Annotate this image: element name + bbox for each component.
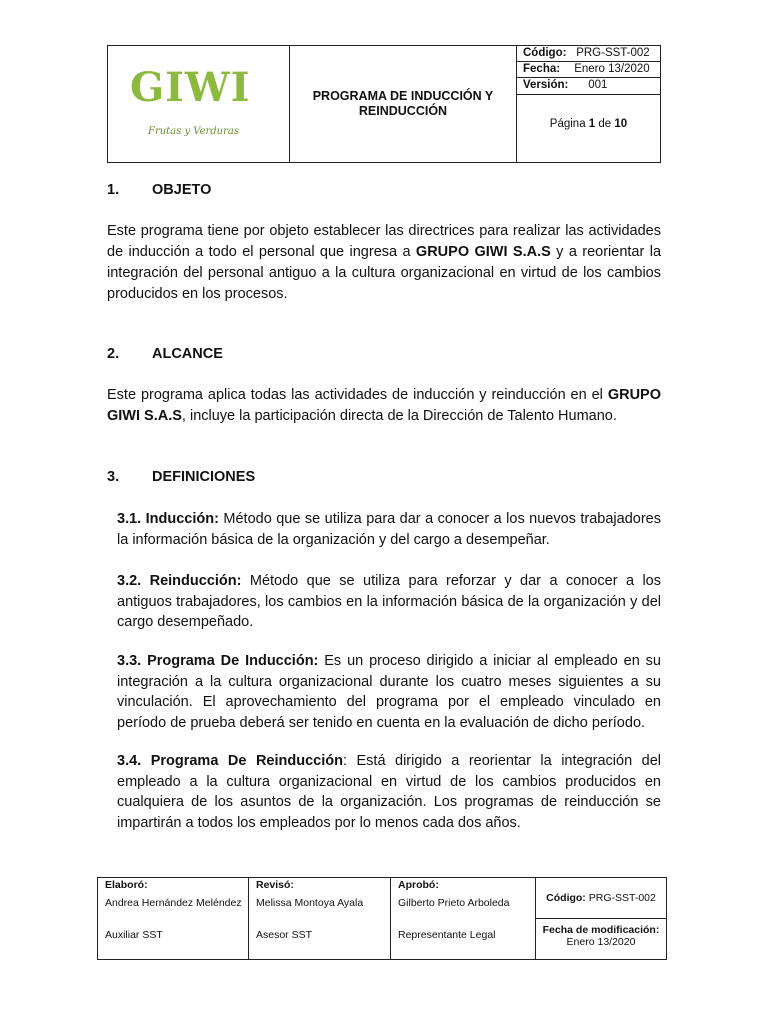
section-title: DEFINICIONES [152,469,256,485]
alcance-paragraph [107,385,661,427]
objeto-company: GRUPO GIWI S.A.S [415,244,551,260]
definition-term: 3.1. Inducción: [117,511,219,527]
fecha-row [517,62,660,78]
footer-role: Representante Legal [398,929,496,941]
definition-text: Es un proceso dirigido a iniciar al empleado en su integración a la cultura organizacional durante los cuatro meses siguientes a su vinculación. El aprovechamiento del programa por el empleado vinculado en período de prueba deberá ser tenido en cuenta en la evaluación de dicho período. [117,653,661,731]
codigo-value: PRG-SST-002 [576,47,650,59]
footer-fecha-value: Enero 13/2020 [566,936,636,948]
section-number: 1. [107,182,120,198]
footer-name: Gilberto Prieto Arboleda [398,897,510,909]
footer-elaboro [98,878,249,959]
page-current: 1 [588,118,596,130]
footer-label: Revisó: [256,879,294,891]
meta-divider [517,94,660,95]
definition-term: 3.4. Programa De Reinducción [117,753,343,769]
footer-codigo [536,878,666,919]
definition-item [117,751,661,833]
section-number: 3. [107,469,120,485]
page-total: 10 [614,118,628,130]
footer-codigo-value: PRG-SST-002 [588,892,656,904]
version-row [517,78,660,93]
definition-text: Método que se utiliza para dar a conocer a los nuevos trabajadores la información básica de la organización y del cargo a desempeñar. [117,511,661,548]
definition-text: Método que se utiliza para reforzar y dar a conocer a los antiguos trabajadores, los cambios en la información básica de la organización y del cargo desempeñado. [117,573,661,630]
definition-item [117,651,661,733]
footer-role: Auxiliar SST [105,929,163,941]
document-footer [97,877,667,960]
footer-codigo-label: Código: [546,892,586,904]
objeto-text-1: Este programa tiene por objeto establecer las directrices para realizar las actividades de inducción a todo el personal que ingresa a [107,223,661,260]
footer-role: Asesor SST [256,929,313,941]
definition-term: 3.3. Programa De Inducción: [117,653,319,669]
footer-aprobo [391,878,536,959]
alcance-text-1: Este programa aplica todas las actividades de inducción y reinducción en el [107,387,608,403]
document-title [290,46,517,162]
objeto-paragraph [107,221,661,305]
footer-name: Melissa Montoya Ayala [256,897,364,909]
definition-term: 3.2. Reinducción: [117,573,242,589]
definition-item [117,571,661,633]
footer-label: Elaboró: [105,879,148,891]
section-title: OBJETO [152,182,212,198]
section-heading-definiciones [107,469,255,485]
section-title: ALCANCE [152,346,223,362]
footer-fecha-label: Fecha de modificación: [542,924,660,936]
section-heading-alcance [107,346,223,362]
logo-subtitle: Frutas y Verduras [148,126,239,137]
footer-reviso [249,878,391,959]
title-line-2: REINDUCCIÓN [358,104,448,118]
definition-text: : Está dirigido a reorientar la integración del empleado a la cultura organizacional en virtud de los cambios producidos en cualquiera de los asuntos de la organización. Los programas de reinducción se impartirán a todos los empleados por lo menos cada dos años. [117,753,661,831]
title-line-1: PROGRAMA DE INDUCCIÓN Y [312,89,494,103]
footer-name: Andrea Hernández Meléndez [105,897,242,909]
section-heading-objeto [107,182,211,198]
footer-label: Aprobó: [398,879,439,891]
version-value: 001 [588,79,608,91]
objeto-text-2: y a reorientar la integración del personal antiguo a la cultura organizacional en virtud de los cambios producidos en los procesos. [107,244,662,302]
page-number [517,118,660,130]
version-label: Versión: [523,79,569,91]
page-prefix: Página [549,118,586,130]
alcance-company: GRUPO GIWI S.A.S [107,387,661,424]
document-header [107,45,661,163]
fecha-label: Fecha: [523,63,561,75]
footer-code-cell [536,878,666,959]
fecha-value: Enero 13/2020 [574,63,650,75]
codigo-row [517,46,660,62]
company-logo: GIWI [130,64,251,111]
alcance-text-2: , incluye la participación directa de la Dirección de Talento Humano. [181,408,617,424]
section-number: 2. [107,346,120,362]
page-sep: de [598,118,612,130]
logo-cell [108,46,290,162]
footer-fecha-modificacion [536,919,666,948]
definition-item [117,509,661,550]
meta-cell [517,46,660,162]
codigo-label: Código: [523,47,567,59]
